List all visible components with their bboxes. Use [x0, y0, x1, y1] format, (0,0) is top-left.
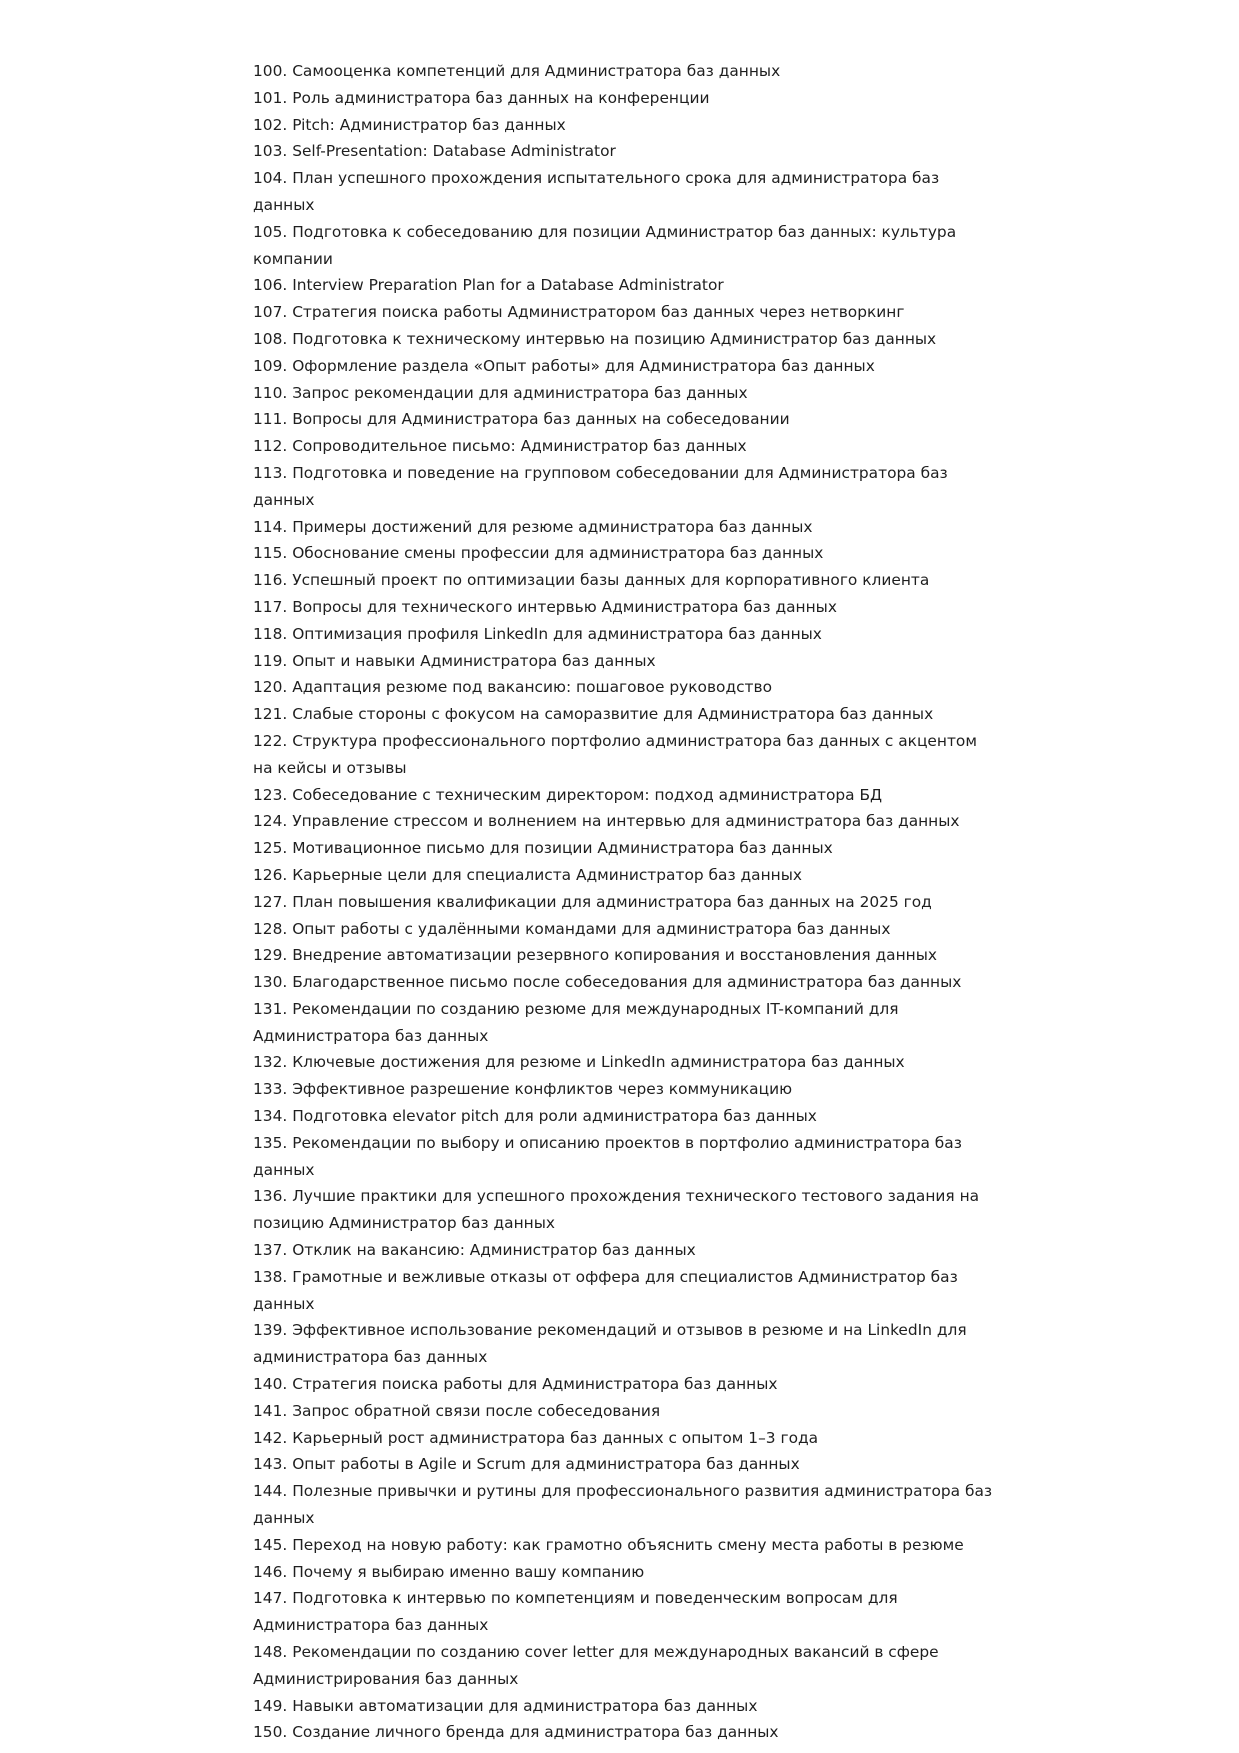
item-text: Interview Preparation Plan for a Database Administrator — [292, 276, 724, 295]
item-number: 114. — [253, 517, 288, 536]
item-text: План успешного прохождения испытательного срока для администратора баз данных — [253, 169, 940, 214]
item-number: 140. — [253, 1375, 288, 1394]
item-number: 127. — [253, 892, 288, 911]
toc-item — [253, 1130, 993, 1184]
toc-item — [253, 58, 993, 85]
item-text: Навыки автоматизации для администратора баз данных — [292, 1696, 758, 1715]
item-text: Вопросы для технического интервью Администратора баз данных — [292, 597, 837, 616]
toc-item — [253, 889, 993, 916]
item-text: Оформление раздела «Опыт работы» для Администратора баз данных — [292, 356, 875, 375]
item-text: Запрос обратной связи после собеседования — [292, 1401, 661, 1420]
toc-item — [253, 1585, 993, 1639]
item-text: Опыт работы с удалёнными командами для администратора баз данных — [292, 919, 891, 938]
item-text: Успешный проект по оптимизации базы данных для корпоративного клиента — [292, 571, 930, 590]
item-number: 119. — [253, 651, 288, 670]
item-text: Слабые стороны с фокусом на саморазвитие для Администратора баз данных — [292, 705, 934, 724]
toc-item — [253, 165, 993, 219]
toc-item — [253, 996, 993, 1050]
toc-list — [253, 58, 993, 1746]
item-text: Переход на новую работу: как грамотно объяснить смену места работы в резюме — [292, 1535, 964, 1554]
item-number: 107. — [253, 303, 288, 322]
item-number: 128. — [253, 919, 288, 938]
item-number: 117. — [253, 597, 288, 616]
item-text: Стратегия поиска работы Администратором баз данных через нетворкинг — [292, 303, 905, 322]
item-text: Рекомендации по выбору и описанию проектов в портфолио администратора баз данных — [253, 1133, 962, 1179]
item-number: 134. — [253, 1107, 288, 1126]
toc-item — [253, 835, 993, 862]
item-text: Самооценка компетенций для Администратора баз данных — [292, 62, 781, 80]
toc-item — [253, 326, 993, 353]
item-number: 103. — [253, 142, 288, 161]
item-text: Управление стрессом и волнением на интервью для администратора баз данных — [292, 812, 960, 831]
toc-item — [253, 1693, 993, 1720]
item-number: 126. — [253, 865, 288, 884]
item-number: 129. — [253, 946, 288, 965]
toc-item — [253, 1639, 993, 1693]
toc-item — [253, 299, 993, 326]
item-number: 136. — [253, 1187, 288, 1206]
item-number: 109. — [253, 356, 288, 375]
item-text: Эффективное использование рекомендаций и отзывов в резюме и на LinkedIn для администратора баз данных — [253, 1321, 967, 1367]
toc-item — [253, 1049, 993, 1076]
toc-item — [253, 1371, 993, 1398]
toc-item — [253, 85, 993, 112]
item-text: Собеседование с техническим директором: подход администратора БД — [292, 785, 883, 804]
toc-item — [253, 219, 993, 273]
item-number: 146. — [253, 1562, 288, 1581]
toc-item — [253, 460, 993, 514]
item-number: 123. — [253, 785, 288, 804]
item-text: Ключевые достижения для резюме и LinkedIn администратора баз данных — [292, 1053, 905, 1072]
item-text: Благодарственное письмо после собеседования для администратора баз данных — [292, 973, 962, 992]
item-number: 148. — [253, 1643, 288, 1662]
item-number: 131. — [253, 999, 288, 1018]
toc-item — [253, 1532, 993, 1559]
toc-item — [253, 433, 993, 460]
toc-item — [253, 862, 993, 889]
item-number: 116. — [253, 571, 288, 590]
item-number: 143. — [253, 1455, 288, 1474]
item-number: 121. — [253, 705, 288, 724]
item-number: 139. — [253, 1321, 288, 1340]
item-number: 141. — [253, 1401, 288, 1420]
toc-item — [253, 1317, 993, 1371]
toc-item — [253, 1478, 993, 1532]
item-number: 142. — [253, 1428, 288, 1447]
toc-item — [253, 380, 993, 407]
item-number: 120. — [253, 678, 288, 697]
item-number: 130. — [253, 973, 288, 992]
toc-item — [253, 1559, 993, 1586]
item-number: 104. — [253, 169, 288, 188]
item-number: 108. — [253, 329, 288, 348]
toc-item — [253, 594, 993, 621]
item-text: Запрос рекомендации для администратора баз данных — [292, 383, 748, 402]
item-number: 132. — [253, 1053, 288, 1072]
toc-item — [253, 514, 993, 541]
toc-item — [253, 674, 993, 701]
item-text: Грамотные и вежливые отказы от оффера для специалистов Администратор баз данных — [253, 1267, 958, 1313]
toc-item — [253, 621, 993, 648]
item-number: 118. — [253, 624, 288, 643]
item-text: План повышения квалификации для администратора баз данных на 2025 год — [292, 892, 932, 911]
item-text: Внедрение автоматизации резервного копирования и восстановления данных — [292, 946, 937, 965]
item-text: Вопросы для Администратора баз данных на собеседовании — [292, 410, 790, 429]
item-text: Адаптация резюме под вакансию: пошаговое руководство — [292, 678, 773, 697]
item-text: Обоснование смены профессии для администратора баз данных — [292, 544, 824, 563]
toc-item — [253, 1076, 993, 1103]
item-text: Рекомендации по созданию cover letter для международных вакансий в сфере Администрирования баз данных — [253, 1643, 939, 1688]
item-text: Отклик на вакансию: Администратор баз данных — [292, 1241, 696, 1260]
item-number: 135. — [253, 1133, 288, 1152]
toc-item — [253, 272, 993, 299]
toc-item — [253, 112, 993, 139]
item-number: 112. — [253, 437, 288, 456]
item-number: 122. — [253, 731, 288, 750]
item-text: Эффективное разрешение конфликтов через коммуникацию — [292, 1080, 793, 1099]
item-number: 110. — [253, 383, 288, 402]
item-text: Роль администратора баз данных на конференции — [292, 88, 710, 107]
item-text: Структура профессионального портфолио администратора баз данных с акцентом на кейсы и отзывы — [253, 731, 977, 777]
item-text: Подготовка к техническому интервью на позицию Администратор баз данных — [292, 329, 937, 348]
item-text: Подготовка к интервью по компетенциям и поведенческим вопросам для Администратора баз данных — [253, 1589, 898, 1635]
toc-item — [253, 138, 993, 165]
item-number: 125. — [253, 839, 288, 858]
item-number: 106. — [253, 276, 288, 295]
toc-item — [253, 1183, 993, 1237]
toc-item — [253, 808, 993, 835]
toc-item — [253, 942, 993, 969]
item-text: Рекомендации по созданию резюме для международных IT-компаний для Администратора баз данных — [253, 999, 899, 1045]
item-text: Подготовка и поведение на групповом собеседовании для Администратора баз данных — [253, 463, 948, 509]
item-number: 133. — [253, 1080, 288, 1099]
item-text: Self-Presentation: Database Administrator — [292, 142, 616, 161]
item-number: 138. — [253, 1267, 288, 1286]
item-number: 124. — [253, 812, 288, 831]
toc-item — [253, 567, 993, 594]
toc-item — [253, 1451, 993, 1478]
item-text: Мотивационное письмо для позиции Администратора баз данных — [292, 839, 833, 858]
item-text: Полезные привычки и рутины для профессионального развития администратора баз данных — [253, 1482, 993, 1528]
item-text: Стратегия поиска работы для Администратора баз данных — [292, 1375, 778, 1394]
item-number: 149. — [253, 1696, 288, 1715]
item-text: Pitch: Администратор баз данных — [292, 115, 566, 134]
item-text: Подготовка elevator pitch для роли администратора баз данных — [292, 1107, 817, 1126]
item-text: Создание личного бренда для администратора баз данных — [292, 1723, 779, 1742]
item-number: 100. — [253, 62, 288, 80]
toc-item — [253, 353, 993, 380]
item-text: Подготовка к собеседованию для позиции Администратор баз данных: культура компании — [253, 222, 957, 268]
item-text: Почему я выбираю именно вашу компанию — [292, 1562, 645, 1581]
toc-item — [253, 1425, 993, 1452]
toc-item — [253, 969, 993, 996]
toc-item — [253, 1398, 993, 1425]
toc-item — [253, 701, 993, 728]
toc-item — [253, 1103, 993, 1130]
item-number: 101. — [253, 88, 288, 107]
toc-item — [253, 1237, 993, 1264]
toc-item — [253, 782, 993, 809]
item-number: 147. — [253, 1589, 288, 1608]
item-text: Лучшие практики для успешного прохождения технического тестового задания на позицию Администратор баз данных — [253, 1187, 980, 1233]
toc-item — [253, 540, 993, 567]
item-number: 113. — [253, 463, 288, 482]
item-text: Опыт и навыки Администратора баз данных — [292, 651, 656, 670]
item-number: 137. — [253, 1241, 288, 1260]
toc-item — [253, 728, 993, 782]
item-text: Карьерный рост администратора баз данных с опытом 1–3 года — [292, 1428, 819, 1447]
item-number: 145. — [253, 1535, 288, 1554]
item-text: Оптимизация профиля LinkedIn для администратора баз данных — [292, 624, 822, 643]
toc-item — [253, 916, 993, 943]
item-number: 144. — [253, 1482, 288, 1501]
item-text: Сопроводительное письмо: Администратор баз данных — [292, 437, 747, 456]
item-text: Примеры достижений для резюме администратора баз данных — [292, 517, 813, 536]
item-number: 102. — [253, 115, 288, 134]
toc-item — [253, 1264, 993, 1318]
item-text: Опыт работы в Agile и Scrum для администратора баз данных — [292, 1455, 800, 1474]
toc-item — [253, 1719, 993, 1746]
toc-item — [253, 406, 993, 433]
item-number: 150. — [253, 1723, 288, 1742]
item-number: 105. — [253, 222, 288, 241]
item-number: 111. — [253, 410, 288, 429]
item-number: 115. — [253, 544, 288, 563]
toc-item — [253, 648, 993, 675]
item-text: Карьерные цели для специалиста Администратор баз данных — [292, 865, 802, 884]
